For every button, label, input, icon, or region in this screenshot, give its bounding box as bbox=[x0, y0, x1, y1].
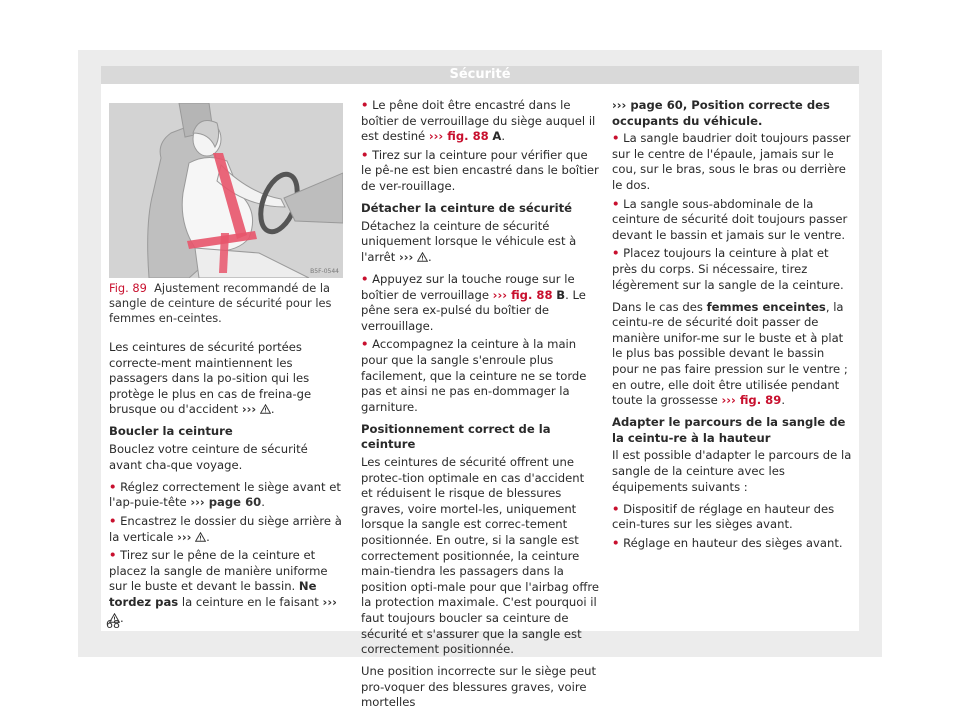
section-header: Sécurité bbox=[101, 66, 859, 84]
figure-label: Fig. 89 bbox=[109, 281, 147, 295]
bold-text: femmes enceintes bbox=[706, 299, 826, 314]
bold-text: Ne tordez pas bbox=[109, 579, 317, 609]
bullet-text: Réglage en hauteur des sièges avant. bbox=[623, 535, 843, 550]
bullet-icon: • bbox=[109, 513, 117, 528]
link-arrow[interactable]: ››› bbox=[241, 402, 257, 417]
seatbelt-illustration bbox=[109, 103, 343, 278]
figure-ref-link[interactable]: ››› fig. 89 bbox=[721, 393, 782, 408]
paragraph-text: , la ceintu-re de sécurité doit passer de manière unifor-me sur le buste et à plat le plus bas possible devant le bassin pour ne pas faire pression sur le ventre ; en outre, elle doit être utilisée pendant toute la grossesse bbox=[612, 299, 848, 408]
link-arrow[interactable]: ››› bbox=[177, 529, 192, 544]
detacher-paragraph: Détachez la ceinture de sécurité uniquement lorsque le véhicule est à l'arrêt ››› . bbox=[361, 218, 577, 264]
bullet-text: Accompagnez la ceinture à la main pour que la sangle s'enroule plus facilement, que la ceinture ne se torde pas et ainsi ne pas en-dommager la garniture. bbox=[361, 337, 587, 414]
bullet-text: Le pêne doit être encastré dans le boîtier de verrouillage du siège auquel il est destiné bbox=[361, 98, 596, 144]
bullet-item bbox=[612, 536, 854, 552]
bullet-icon: • bbox=[612, 131, 620, 146]
bullet-item bbox=[612, 502, 854, 533]
heading-detacher: Détacher la ceinture de sécurité bbox=[361, 201, 572, 216]
bullet-icon: • bbox=[361, 147, 369, 162]
paragraph-text: Dans le cas des bbox=[612, 299, 703, 314]
bullet-item bbox=[612, 131, 854, 193]
bullet-icon: • bbox=[361, 271, 369, 286]
bullet-text: Tirez sur la ceinture pour vérifier que le pê-ne est bien encastré dans le boîtier de ver-rouillage. bbox=[361, 147, 599, 193]
bullet-icon: • bbox=[109, 548, 117, 563]
figure-caption bbox=[109, 281, 341, 326]
column-2 bbox=[361, 98, 599, 717]
bullet-item bbox=[612, 246, 854, 293]
link-arrow[interactable]: ››› bbox=[398, 249, 414, 264]
column-1 bbox=[109, 340, 344, 629]
paragraph-text: Détachez la ceinture de sécurité uniquement lorsque le véhicule est à l'arrêt bbox=[361, 218, 577, 264]
intro-paragraph: Les ceintures de sécurité portées correcte-ment maintiennent les passagers dans la po-sition qui les protège le plus en cas de freina-ge brusque ou d'accident ››› . bbox=[109, 340, 312, 417]
figure-caption-text: Ajustement recommandé de la sangle de ceinture de sécurité pour les femmes en-ceintes. bbox=[109, 281, 332, 325]
bullet-item: • Le pêne doit être encastré dans le boîtier de verrouillage du siège auquel il est destiné ››› fig. 88 A. bbox=[361, 98, 596, 144]
bullet-item bbox=[361, 337, 599, 415]
page-number: 68 bbox=[106, 618, 120, 631]
bullet-text: Réglez correctement le siège avant et l'ap-puie-tête bbox=[109, 479, 341, 510]
figure-letter: B bbox=[556, 287, 566, 302]
bullet-icon: • bbox=[361, 337, 369, 352]
bullet-icon: • bbox=[361, 98, 369, 112]
figure-code: B5F-0544 bbox=[310, 268, 339, 275]
incorrect-paragraph: Une position incorrecte sur le siège peut pro-voquer des blessures graves, voire mortelles bbox=[361, 664, 597, 710]
bullet-icon: • bbox=[612, 196, 620, 211]
adapter-paragraph: Il est possible d'adapter le parcours de la sangle de la ceinture avec les équipements suivants : bbox=[612, 448, 852, 494]
figure-letter: A bbox=[492, 129, 502, 144]
bullet-item bbox=[612, 197, 854, 244]
warning-triangle-icon bbox=[417, 252, 428, 262]
page-ref-link[interactable]: ››› page 60 bbox=[190, 495, 262, 510]
pregnant-paragraph: Dans le cas des femmes enceintes, la ceintu-re de sécurité doit passer de manière unifor-me sur le buste et à plat le plus bas possible devant le bassin pour ne pas faire pression sur le ventre ; en outre, elle doit être utilisée pendant toute la grossesse ››› fig. 89. bbox=[612, 299, 848, 408]
bullet-text: Encastrez le dossier du siège arrière à la verticale bbox=[109, 513, 342, 544]
bullet-item: • Tirez sur le pêne de la ceinture et placez la sangle de manière uniforme sur le buste et devant le bassin. Ne tordez pas la ceinture en le faisant ››› . bbox=[109, 548, 337, 625]
bullet-item: • Encastrez le dossier du siège arrière à la verticale ››› . bbox=[109, 513, 342, 544]
bullet-text: La sangle sous-abdominale de la ceinture de sécurité doit toujours passer devant le bassin et jamais sur le ventre. bbox=[612, 196, 848, 242]
boucler-paragraph: Bouclez votre ceinture de sécurité avant cha-que voyage. bbox=[109, 442, 308, 472]
page-ref-heading[interactable]: ››› page 60, Position correcte des occupants du véhicule. bbox=[612, 98, 830, 128]
position-paragraph: Les ceintures de sécurité offrent une protec-tion optimale en cas d'accident et réduisent le risque de blessures graves, voire mortel-les, uniquement lorsque la sangle est correc-tement positionnée. En outre, si la sangle est correctement positionnée, la ceinture main-tiendra les passagers dans la position opti-male pour que l'airbag offre la protection maximale. C'est pourquoi il faut toujours boucler sa ceinture de sécurité et s'assurer que la sangle est correctement positionnée. bbox=[361, 454, 599, 657]
bullet-item: • Appuyez sur la touche rouge sur le boîtier de verrouillage ››› fig. 88 B. Le pêne sera ex-pulsé du boîtier de verrouillage. bbox=[361, 271, 586, 333]
figure-ref-link[interactable]: ››› fig. 88 bbox=[428, 129, 489, 144]
link-arrow[interactable]: ››› bbox=[322, 594, 337, 609]
heading-adapter: Adapter le parcours de la sangle de la ceintu-re à la hauteur bbox=[612, 415, 846, 445]
heading-position: Positionnement correct de la ceinture bbox=[361, 421, 551, 452]
bullet-text: Appuyez sur la touche rouge sur le boîtier de verrouillage bbox=[361, 271, 575, 302]
bullet-icon: • bbox=[612, 246, 620, 261]
warning-triangle-icon bbox=[260, 404, 271, 414]
column-3 bbox=[612, 98, 854, 555]
figure-pregnant-seatbelt bbox=[109, 103, 343, 278]
figure-ref-link[interactable]: ››› fig. 88 bbox=[492, 287, 553, 302]
bullet-text: La sangle baudrier doit toujours passer sur le centre de l'épaule, jamais sur le cou, sur le bras, sous le bras ou derrière le dos. bbox=[612, 131, 851, 192]
heading-boucler: Boucler la ceinture bbox=[109, 424, 233, 439]
bullet-text: Dispositif de réglage en hauteur des cein-tures sur les sièges avant. bbox=[612, 501, 835, 532]
warning-triangle-icon bbox=[195, 532, 206, 542]
bullet-text: Placez toujours la ceinture à plat et près du corps. Si nécessaire, tirez légèrement sur la sangle de la ceinture. bbox=[612, 246, 844, 292]
bullet-item bbox=[361, 148, 599, 195]
bullet-icon: • bbox=[612, 501, 620, 516]
intro-text: Les ceintures de sécurité portées correcte-ment maintiennent les passagers dans la po-sition qui les protège le plus en cas de freina-ge brusque ou d'accident bbox=[109, 340, 312, 417]
bullet-text: Le pêne sera ex-pulsé du boîtier de verrouillage. bbox=[361, 287, 586, 333]
bullet-item: • Réglez correctement le siège avant et l'ap-puie-tête ››› page 60. bbox=[109, 479, 341, 510]
bullet-text: la ceinture en le faisant bbox=[181, 594, 319, 609]
bullet-text: Tirez sur le pêne de la ceinture et placez la sangle de manière uniforme sur le buste et devant le bassin. bbox=[109, 548, 328, 594]
bullet-icon: • bbox=[109, 479, 117, 494]
bullet-icon: • bbox=[612, 535, 620, 550]
